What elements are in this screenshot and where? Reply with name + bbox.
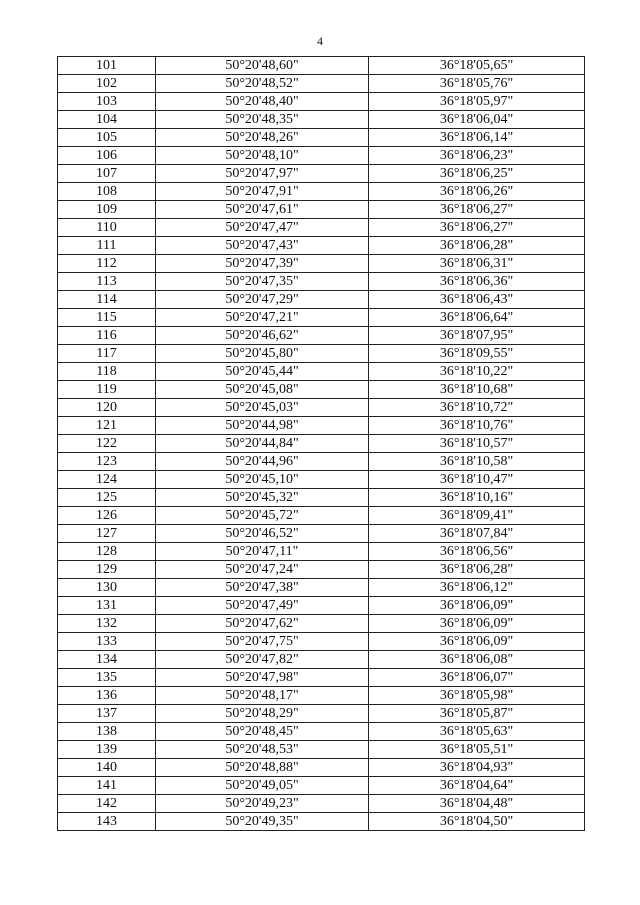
table-row [58,309,585,327]
table-row [58,147,585,165]
longitude-cell: 36°18'05,63" [369,723,585,741]
longitude-cell: 36°18'06,25" [369,165,585,183]
point-number-cell: 131 [58,597,156,615]
point-number-cell: 113 [58,273,156,291]
point-number-cell: 140 [58,759,156,777]
table-row [58,93,585,111]
latitude-cell: 50°20'45,08" [156,381,369,399]
longitude-cell: 36°18'05,98" [369,687,585,705]
longitude-cell: 36°18'06,09" [369,615,585,633]
longitude-cell: 36°18'09,41" [369,507,585,525]
point-number-cell: 130 [58,579,156,597]
table-row [58,219,585,237]
coordinates-table [57,56,585,831]
table-row [58,813,585,831]
table-row [58,579,585,597]
page-number: 4 [317,34,323,48]
point-number-cell: 101 [58,57,156,75]
point-number-cell: 114 [58,291,156,309]
latitude-cell: 50°20'47,29" [156,291,369,309]
longitude-cell: 36°18'06,56" [369,543,585,561]
table-row [58,543,585,561]
table-row [58,507,585,525]
latitude-cell: 50°20'47,39" [156,255,369,273]
point-number-cell: 132 [58,615,156,633]
longitude-cell: 36°18'06,14" [369,129,585,147]
latitude-cell: 50°20'47,82" [156,651,369,669]
longitude-cell: 36°18'06,27" [369,201,585,219]
latitude-cell: 50°20'45,10" [156,471,369,489]
point-number-cell: 112 [58,255,156,273]
point-number-cell: 123 [58,453,156,471]
table-row [58,453,585,471]
table-row [58,687,585,705]
longitude-cell: 36°18'06,12" [369,579,585,597]
point-number-cell: 107 [58,165,156,183]
latitude-cell: 50°20'45,80" [156,345,369,363]
point-number-cell: 104 [58,111,156,129]
point-number-cell: 122 [58,435,156,453]
latitude-cell: 50°20'45,72" [156,507,369,525]
longitude-cell: 36°18'04,50" [369,813,585,831]
point-number-cell: 142 [58,795,156,813]
table-row [58,165,585,183]
table-row [58,237,585,255]
table-row [58,795,585,813]
latitude-cell: 50°20'47,75" [156,633,369,651]
longitude-cell: 36°18'05,76" [369,75,585,93]
table-row [58,255,585,273]
latitude-cell: 50°20'48,17" [156,687,369,705]
table-row [58,633,585,651]
latitude-cell: 50°20'49,35" [156,813,369,831]
longitude-cell: 36°18'06,09" [369,597,585,615]
table-row [58,183,585,201]
table-row [58,525,585,543]
longitude-cell: 36°18'06,04" [369,111,585,129]
latitude-cell: 50°20'47,11" [156,543,369,561]
point-number-cell: 124 [58,471,156,489]
longitude-cell: 36°18'06,43" [369,291,585,309]
table-row [58,651,585,669]
point-number-cell: 125 [58,489,156,507]
point-number-cell: 127 [58,525,156,543]
point-number-cell: 121 [58,417,156,435]
latitude-cell: 50°20'48,60" [156,57,369,75]
latitude-cell: 50°20'47,21" [156,309,369,327]
point-number-cell: 143 [58,813,156,831]
table-row [58,75,585,93]
longitude-cell: 36°18'05,97" [369,93,585,111]
latitude-cell: 50°20'48,88" [156,759,369,777]
latitude-cell: 50°20'48,40" [156,93,369,111]
table-row [58,723,585,741]
table-row [58,327,585,345]
latitude-cell: 50°20'48,26" [156,129,369,147]
latitude-cell: 50°20'45,03" [156,399,369,417]
point-number-cell: 106 [58,147,156,165]
longitude-cell: 36°18'10,76" [369,417,585,435]
latitude-cell: 50°20'47,49" [156,597,369,615]
point-number-cell: 139 [58,741,156,759]
latitude-cell: 50°20'46,52" [156,525,369,543]
latitude-cell: 50°20'44,98" [156,417,369,435]
table-row [58,471,585,489]
table-row [58,741,585,759]
table-row [58,381,585,399]
longitude-cell: 36°18'06,28" [369,561,585,579]
table-row [58,669,585,687]
latitude-cell: 50°20'47,97" [156,165,369,183]
longitude-cell: 36°18'04,48" [369,795,585,813]
latitude-cell: 50°20'49,23" [156,795,369,813]
latitude-cell: 50°20'45,32" [156,489,369,507]
table-row [58,363,585,381]
longitude-cell: 36°18'06,26" [369,183,585,201]
table-row [58,759,585,777]
longitude-cell: 36°18'04,64" [369,777,585,795]
point-number-cell: 126 [58,507,156,525]
latitude-cell: 50°20'45,44" [156,363,369,381]
latitude-cell: 50°20'47,61" [156,201,369,219]
point-number-cell: 133 [58,633,156,651]
point-number-cell: 103 [58,93,156,111]
table-row [58,435,585,453]
longitude-cell: 36°18'06,09" [369,633,585,651]
table-row [58,57,585,75]
point-number-cell: 119 [58,381,156,399]
latitude-cell: 50°20'47,47" [156,219,369,237]
table-row [58,417,585,435]
longitude-cell: 36°18'07,95" [369,327,585,345]
point-number-cell: 138 [58,723,156,741]
longitude-cell: 36°18'06,36" [369,273,585,291]
longitude-cell: 36°18'10,58" [369,453,585,471]
point-number-cell: 135 [58,669,156,687]
point-number-cell: 115 [58,309,156,327]
latitude-cell: 50°20'47,35" [156,273,369,291]
point-number-cell: 111 [58,237,156,255]
longitude-cell: 36°18'07,84" [369,525,585,543]
longitude-cell: 36°18'10,16" [369,489,585,507]
point-number-cell: 136 [58,687,156,705]
longitude-cell: 36°18'10,68" [369,381,585,399]
latitude-cell: 50°20'44,84" [156,435,369,453]
latitude-cell: 50°20'47,38" [156,579,369,597]
point-number-cell: 116 [58,327,156,345]
latitude-cell: 50°20'47,43" [156,237,369,255]
point-number-cell: 120 [58,399,156,417]
longitude-cell: 36°18'06,31" [369,255,585,273]
latitude-cell: 50°20'48,52" [156,75,369,93]
point-number-cell: 118 [58,363,156,381]
point-number-cell: 110 [58,219,156,237]
longitude-cell: 36°18'06,08" [369,651,585,669]
point-number-cell: 128 [58,543,156,561]
longitude-cell: 36°18'06,28" [369,237,585,255]
latitude-cell: 50°20'49,05" [156,777,369,795]
point-number-cell: 109 [58,201,156,219]
latitude-cell: 50°20'47,98" [156,669,369,687]
table-row [58,705,585,723]
table-row [58,597,585,615]
table-row [58,273,585,291]
point-number-cell: 134 [58,651,156,669]
longitude-cell: 36°18'06,64" [369,309,585,327]
table-row [58,291,585,309]
latitude-cell: 50°20'48,10" [156,147,369,165]
longitude-cell: 36°18'06,23" [369,147,585,165]
point-number-cell: 141 [58,777,156,795]
latitude-cell: 50°20'44,96" [156,453,369,471]
point-number-cell: 137 [58,705,156,723]
longitude-cell: 36°18'10,57" [369,435,585,453]
table-row [58,345,585,363]
point-number-cell: 105 [58,129,156,147]
latitude-cell: 50°20'47,62" [156,615,369,633]
latitude-cell: 50°20'48,29" [156,705,369,723]
latitude-cell: 50°20'46,62" [156,327,369,345]
point-number-cell: 129 [58,561,156,579]
coordinates-table-body [58,57,585,831]
table-row [58,489,585,507]
table-row [58,111,585,129]
table-row [58,129,585,147]
longitude-cell: 36°18'04,93" [369,759,585,777]
longitude-cell: 36°18'05,65" [369,57,585,75]
point-number-cell: 108 [58,183,156,201]
latitude-cell: 50°20'48,45" [156,723,369,741]
table-row [58,615,585,633]
latitude-cell: 50°20'48,35" [156,111,369,129]
longitude-cell: 36°18'10,47" [369,471,585,489]
longitude-cell: 36°18'05,51" [369,741,585,759]
table-row [58,201,585,219]
longitude-cell: 36°18'10,72" [369,399,585,417]
longitude-cell: 36°18'05,87" [369,705,585,723]
point-number-cell: 117 [58,345,156,363]
table-row [58,399,585,417]
longitude-cell: 36°18'06,27" [369,219,585,237]
longitude-cell: 36°18'10,22" [369,363,585,381]
table-row [58,561,585,579]
latitude-cell: 50°20'47,91" [156,183,369,201]
latitude-cell: 50°20'48,53" [156,741,369,759]
longitude-cell: 36°18'09,55" [369,345,585,363]
point-number-cell: 102 [58,75,156,93]
table-row [58,777,585,795]
latitude-cell: 50°20'47,24" [156,561,369,579]
longitude-cell: 36°18'06,07" [369,669,585,687]
